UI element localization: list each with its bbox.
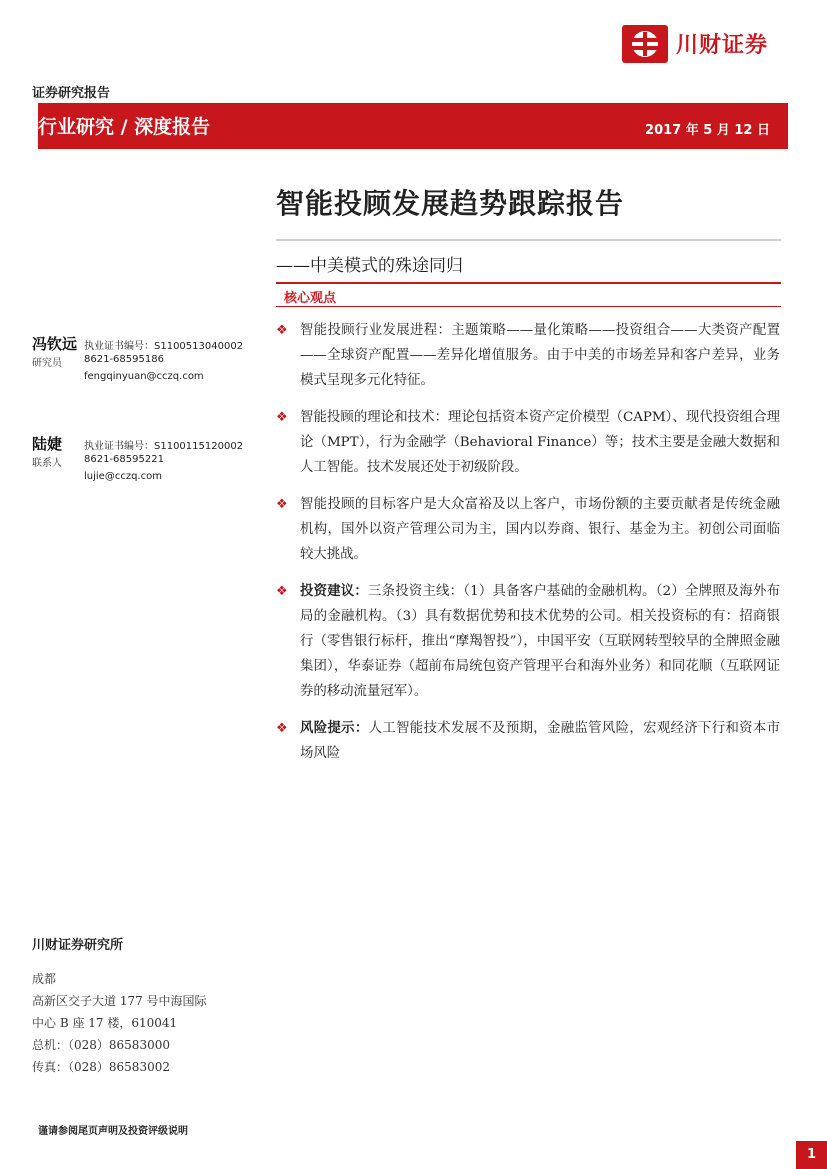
bullet-text: 三条投资主线：（1）具备客户基础的金融机构。（2）全牌照及海外布局的金融机构。（3）具有数据优势和技术优势的公司。相关投资标的有：招商银行（零售银行标杆，推出“摩羯智投”），中国平安（互联网转型较早的全牌照金融集团），华泰证券（超前布局统包资产管理平台和海外业务）和同花顺（互联网证券的移动流量冠军）。 (300, 584, 781, 699)
bullet-text: 智能投顾的目标客户是大众富裕及以上客户，市场份额的主要贡献者是传统金融机构，国外以资产管理公司为主，国内以券商、银行、基金为主。初创公司面临较大挑战。 (300, 497, 780, 562)
diamond-bullet-icon: ❖ (276, 323, 288, 338)
list-item (276, 492, 780, 567)
chuancai-logo-icon (622, 25, 668, 63)
analyst-email[interactable]: fengqinyuan@cczq.com (84, 371, 204, 382)
analyst-cert: 执业证书编号：S1100513040002 (84, 341, 244, 352)
banner-category: 行业研究 / 深度报告 (38, 116, 211, 138)
brand-name: 川财证券 (676, 33, 769, 58)
bullet-text: 智能投顾行业发展进程：主题策略——量化策略——投资组合——大类资产配置——全球资产配置——差异化增值服务。由于中美的市场差异和客户差异，业务模式呈现多元化特征。 (300, 323, 780, 388)
diamond-bullet-icon: ❖ (276, 410, 288, 425)
analyst-phone: 8621-68595221 (84, 454, 164, 465)
list-item (276, 318, 780, 393)
analyst-role: 联系人 (32, 458, 62, 469)
diamond-bullet-icon: ❖ (276, 721, 288, 736)
analyst-name: 冯钦远 (32, 335, 78, 353)
core-views-list (276, 318, 780, 778)
institute-city: 成都 (32, 972, 57, 986)
page-number: 1 (796, 1141, 827, 1169)
bullet-text: 智能投顾的理论和技术：理论包括资本资产定价模型（CAPM）、现代投资组合理论（MPT），行为金融学（Behavioral Finance）等；技术主要是金融大数据和人工智能。技术发展还处于初级阶段。 (300, 410, 780, 475)
analyst-phone: 8621-68595186 (84, 354, 164, 365)
bullet-text: 人工智能技术发展不及预期，金融监管风险，宏观经济下行和资本市场风险 (300, 721, 781, 761)
report-title: 智能投顾发展趋势跟踪报告 (276, 187, 625, 220)
institute-address-line: 中心 B 座 17 楼，610041 (32, 1016, 178, 1030)
list-item (276, 716, 780, 766)
institute-phone: 总机：（028）86583000 (32, 1038, 170, 1052)
bullet-lead: 投资建议： (300, 584, 369, 599)
institute-address (32, 968, 207, 1078)
bullet-lead: 风险提示： (300, 721, 369, 736)
list-item (276, 405, 780, 480)
analyst-card (32, 433, 262, 493)
analyst-email[interactable]: lujie@cczq.com (84, 471, 162, 482)
analyst-name: 陆婕 (32, 435, 63, 453)
list-item (276, 579, 780, 704)
report-type: 证券研究报告 (32, 86, 111, 101)
institute-name: 川财证券研究所 (32, 938, 124, 953)
analyst-role: 研究员 (32, 358, 62, 369)
core-views-label: 核心观点 (284, 291, 337, 306)
analyst-card (32, 333, 262, 393)
diamond-bullet-icon: ❖ (276, 584, 288, 599)
section-divider (276, 282, 781, 284)
footer-disclaimer: 谨请参阅尾页声明及投资评级说明 (38, 1126, 188, 1137)
analyst-cert: 执业证书编号：S1100115120002 (84, 441, 244, 452)
section-divider-thin (276, 306, 781, 307)
institute-fax: 传真：（028）86583002 (32, 1060, 170, 1074)
report-date: 2017 年 5 月 12 日 (645, 123, 770, 138)
title-divider (276, 239, 781, 241)
report-subtitle: ——中美模式的殊途同归 (276, 256, 463, 276)
institute-address-line: 高新区交子大道 177 号中海国际 (32, 994, 207, 1008)
diamond-bullet-icon: ❖ (276, 497, 288, 512)
